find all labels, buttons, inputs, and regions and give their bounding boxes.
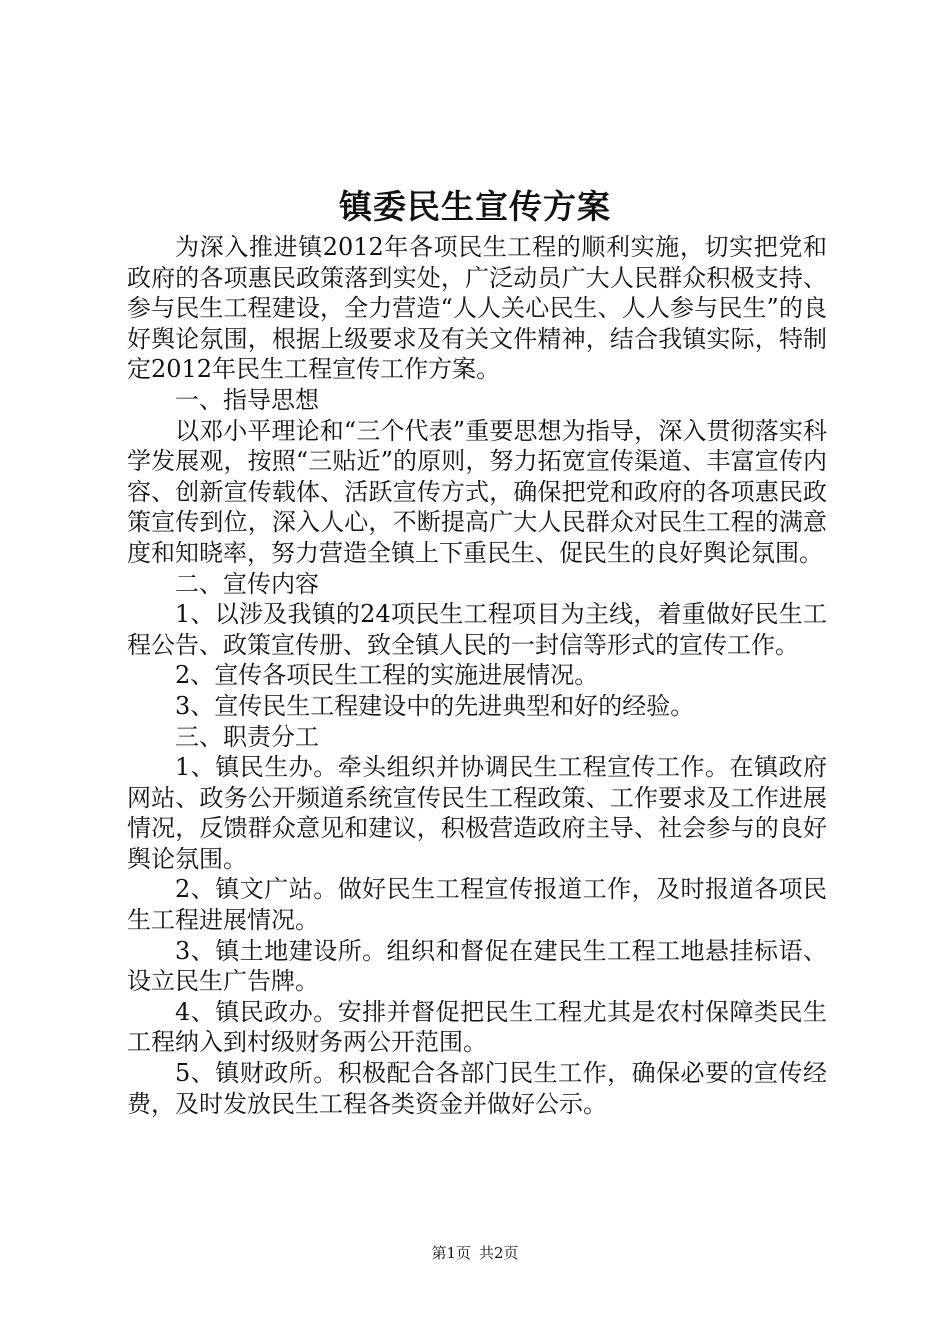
document-title: 镇委民生宣传方案 (339, 187, 611, 226)
page-total: 共2页 (479, 1244, 519, 1262)
responsibility-item-2: 2、镇文广站。做好民生工程宣传报道工作，及时报道各项民生工程进展情况。 (127, 875, 827, 935)
intro-paragraph: 为深入推进镇2012年各项民生工程的顺利实施，切实把党和政府的各项惠民政策落到实处，广泛动员广大人民群众积极支持、参与民生工程建设，全力营造“人人关心民生、人人参与民生”的良好舆论氛围，根据上级要求及有关文件精神，结合我镇实际，特制定2012年民生工程宣传工作方案。 (127, 233, 827, 384)
responsibility-item-5: 5、镇财政所。积极配合各部门民生工作，确保必要的宣传经费，及时发放民生工程各类资金并做好公示。 (127, 1059, 827, 1118)
section-heading-publicity-content: 二、宣传内容 (175, 569, 319, 598)
content-item-3: 3、宣传民生工程建设中的先进典型和好的经验。 (175, 691, 695, 720)
section-heading-responsibilities: 三、职责分工 (175, 722, 319, 751)
responsibility-item-1: 1、镇民生办。牵头组织并协调民生工程宣传工作。在镇政府网站、政务公开频道系统宣传民生工程政策、工作要求及工作进展情况，反馈群众意见和建议，积极营造政府主导、社会参与的良好舆论氛围。 (127, 753, 827, 873)
responsibility-item-4: 4、镇民政办。安排并督促把民生工程尤其是农村保障类民生工程纳入到村级财务两公开范围。 (127, 997, 827, 1057)
section-heading-guiding-ideology: 一、指导思想 (175, 385, 319, 414)
content-item-2: 2、宣传各项民生工程的实施进展情况。 (175, 661, 599, 690)
responsibility-item-3: 3、镇土地建设所。组织和督促在建民生工程工地悬挂标语、设立民生广告牌。 (127, 936, 827, 996)
guiding-ideology-paragraph: 以邓小平理论和“三个代表”重要思想为指导，深入贯彻落实科学发展观，按照“三贴近”的原则，努力拓宽宣传渠道、丰富宣传内容、创新宣传载体、活跃宣传方式，确保把党和政府的各项惠民政策宣传到位，深入人心，不断提高广大人民群众对民生工程的满意度和知晓率，努力营造全镇上下重民生、促民生的良好舆论氛围。 (127, 416, 827, 567)
document-body (127, 232, 827, 1119)
content-item-1: 1、以涉及我镇的24项民生工程项目为主线，着重做好民生工程公告、政策宣传册、致全镇人民的一封信等形式的宣传工作。 (127, 600, 827, 659)
page-number: 第1页 (431, 1244, 471, 1262)
page-footer (0, 1243, 950, 1263)
